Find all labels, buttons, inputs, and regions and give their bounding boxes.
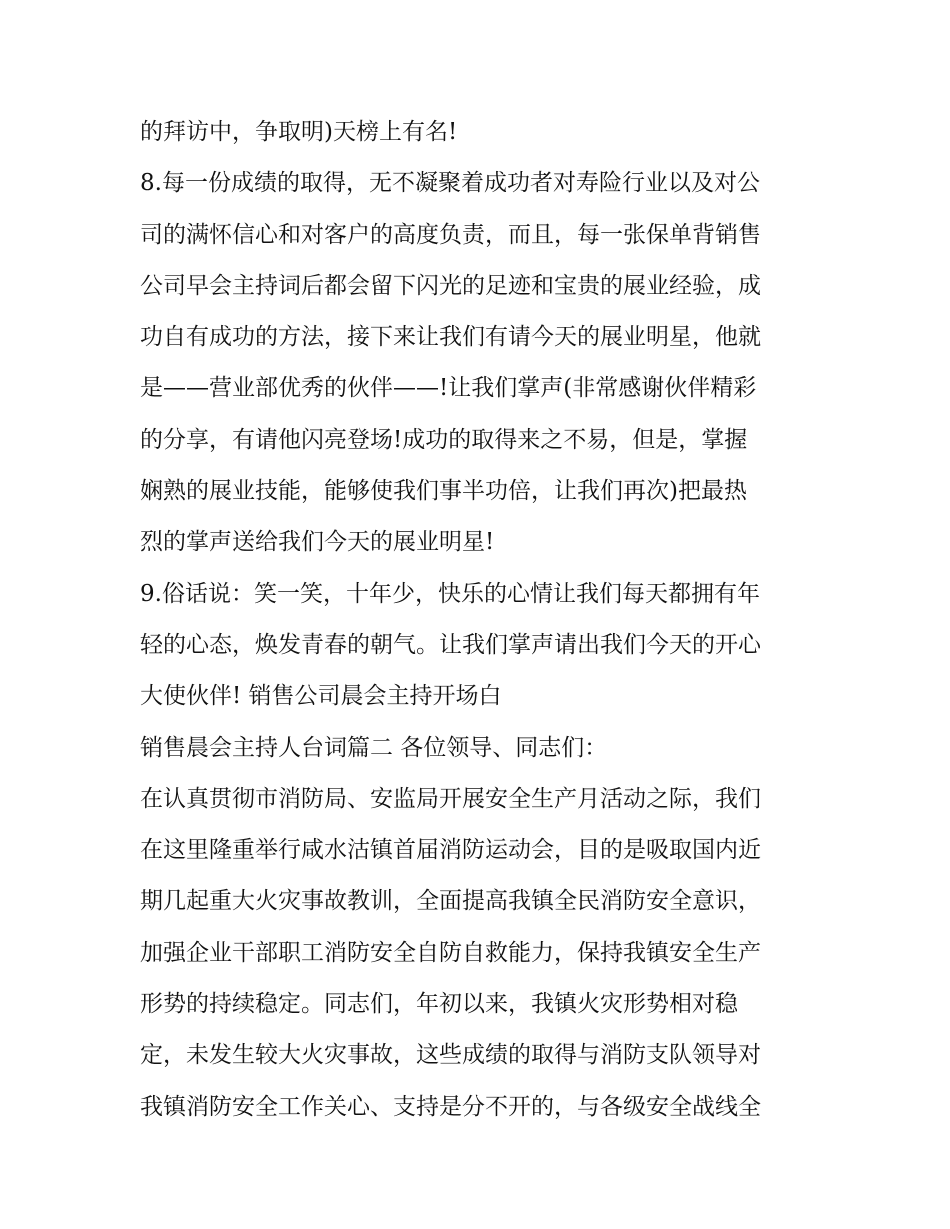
body-text <box>140 107 820 1133</box>
text-line: 形势的持续稳定。同志们，年初以来，我镇火灾形势相对稳 <box>140 991 738 1018</box>
text-line: 功自有成功的方法，接下来让我们有请今天的展业明星，他就 <box>140 324 761 351</box>
text-line: 公司早会主持词后都会留下闪光的足迹和宝贵的展业经验，成 <box>140 272 761 299</box>
text-line: 烈的掌声送给我们今天的展业明星! <box>140 529 495 556</box>
text-line: 司的满怀信心和对客户的高度负责，而且，每一张保单背销售 <box>140 221 761 248</box>
text-line: 我镇消防安全工作关心、支持是分不开的，与各级安全战线全 <box>140 1093 761 1120</box>
text-line: 的拜访中，争取明)天榜上有名! <box>140 119 458 145</box>
text-line: 大使伙伴! 销售公司晨会主持开场白 <box>140 683 502 710</box>
text-line: 在认真贯彻市消防局、安监局开展安全生产月活动之际，我们 <box>140 785 761 812</box>
text-line: 娴熟的展业技能，能够使我们事半功倍，让我们再次)把最热 <box>140 478 747 505</box>
text-line: 是——营业部优秀的伙伴——!让我们掌声(非常感谢伙伴精彩 <box>140 375 757 402</box>
text-line: 轻的心态，焕发青春的朝气。让我们掌声请出我们今天的开心 <box>140 631 761 658</box>
text-line: 8.每一份成绩的取得，无不凝聚着成功者对寿险行业以及对公 <box>140 170 760 197</box>
text-line: 定，未发生较大火灾事故，这些成绩的取得与消防支队领导对 <box>140 1042 761 1069</box>
text-line: 期几起重大火灾事故教训，全面提高我镇全民消防安全意识， <box>140 888 761 915</box>
text-line: 的分享，有请他闪亮登场!成功的取得来之不易，但是，掌握 <box>140 426 748 453</box>
text-line: 9.俗话说：笑一笑，十年少，快乐的心情让我们每天都拥有年 <box>140 580 760 607</box>
text-line: 加强企业干部职工消防安全自防自救能力，保持我镇安全生产 <box>140 939 761 966</box>
text-line: 销售晨会主持人台词篇二 各位领导、同志们： <box>140 734 608 761</box>
text-line: 在这里隆重举行咸水沽镇首届消防运动会，目的是吸取国内近 <box>140 837 761 864</box>
